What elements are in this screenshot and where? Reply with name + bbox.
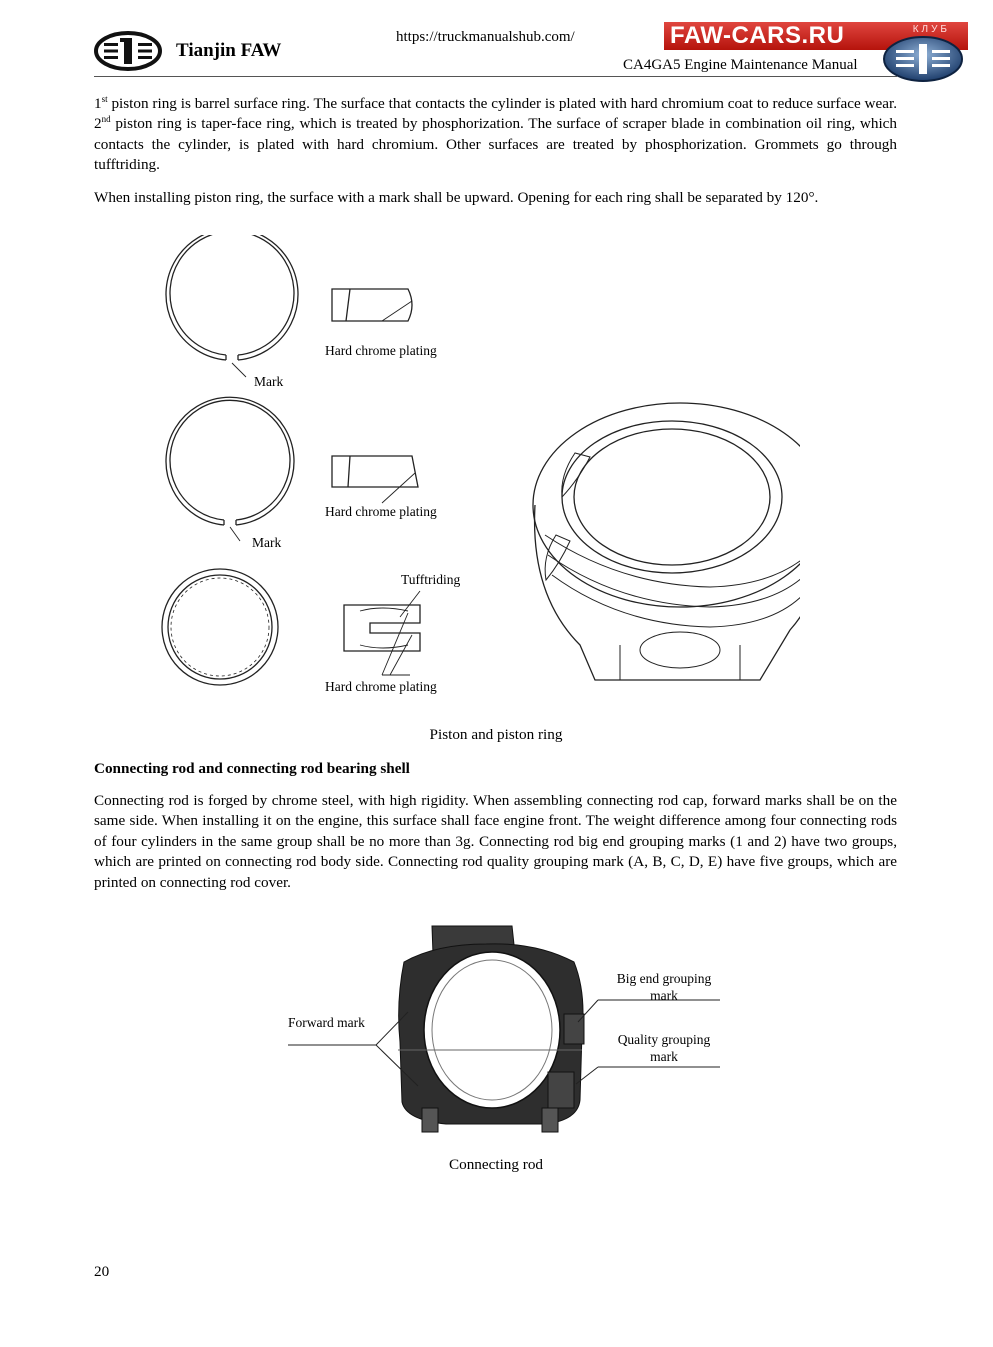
piston-ring-drawing — [150, 235, 800, 695]
label-hard-chrome-2: Hard chrome plating — [325, 504, 437, 519]
label-mark-2: Mark — [252, 535, 282, 550]
club-banner-text: FAW-CARS.RU — [670, 22, 845, 49]
label-tufftriding: Tufftriding — [401, 572, 461, 587]
ring-2-icon — [166, 397, 294, 541]
ring-2-section-icon — [332, 456, 418, 503]
label-hard-chrome-1: Hard chrome plating — [325, 343, 437, 358]
paragraph-install-rings: When installing piston ring, the surface with a mark shall be upward. Opening for each ring shall be separated by 120°. — [94, 189, 819, 206]
section-heading-connecting-rod: Connecting rod and connecting rod bearing shell — [94, 760, 410, 777]
brand-name: Tianjin FAW — [176, 40, 282, 61]
label-hard-chrome-3: Hard chrome plating — [325, 679, 437, 694]
figure-2-caption: Connecting rod — [448, 1156, 544, 1173]
club-banner-sub: КЛУБ — [912, 24, 950, 35]
header-url[interactable]: https://truckmanualshub.com/ — [396, 29, 575, 45]
label-mark-1: Mark — [254, 374, 284, 389]
piston-icon — [533, 403, 800, 680]
header-divider — [94, 76, 897, 77]
ring-3-oil-icon — [162, 569, 278, 685]
paragraph-piston-rings: 1st piston ring is barrel surface ring. The surface that contacts the cylinder is plated with hard chromium coat to reduce surface wear. 2nd piston ring is taper-face ring, which is treated by phosphorization. The surface of scraper blade in combination oil ring, which contacts the cylinder, is plated with hard chromium. Other surfaces are treated by phosphorization. Grommets go through tufftriding. — [94, 93, 897, 174]
ring-1-icon — [166, 235, 298, 377]
label-forward-mark: Forward mark — [288, 1015, 365, 1030]
ring-3-section-icon — [344, 591, 420, 675]
faw-logo-icon — [94, 31, 162, 71]
paragraph-connecting-rod: Connecting rod is forged by chrome steel, with high rigidity. When assembling connecting rod cap, forward marks shall be on the same side. When installing it on the engine, this surface shall face engine front. The weight difference among four connecting rods of four cylinders in the same group shall be no more than 3g. Connecting rod big end grouping marks (1 and 2) have two groups, which are printed on connecting rod body side. Connecting rod quality grouping mark (A, B, C, D, E) have five groups, which are printed on connecting rod cover. — [94, 792, 897, 891]
page-number: 20 — [94, 1263, 110, 1280]
label-big-end-grouping-mark: Big end grouping mark — [616, 971, 712, 1003]
label-quality-grouping-mark: Quality grouping mark — [617, 1032, 711, 1064]
manual-title: CA4GA5 Engine Maintenance Manual — [623, 57, 858, 73]
ring-1-section-icon — [332, 289, 412, 321]
figure-1-caption: Piston and piston ring — [429, 726, 563, 743]
